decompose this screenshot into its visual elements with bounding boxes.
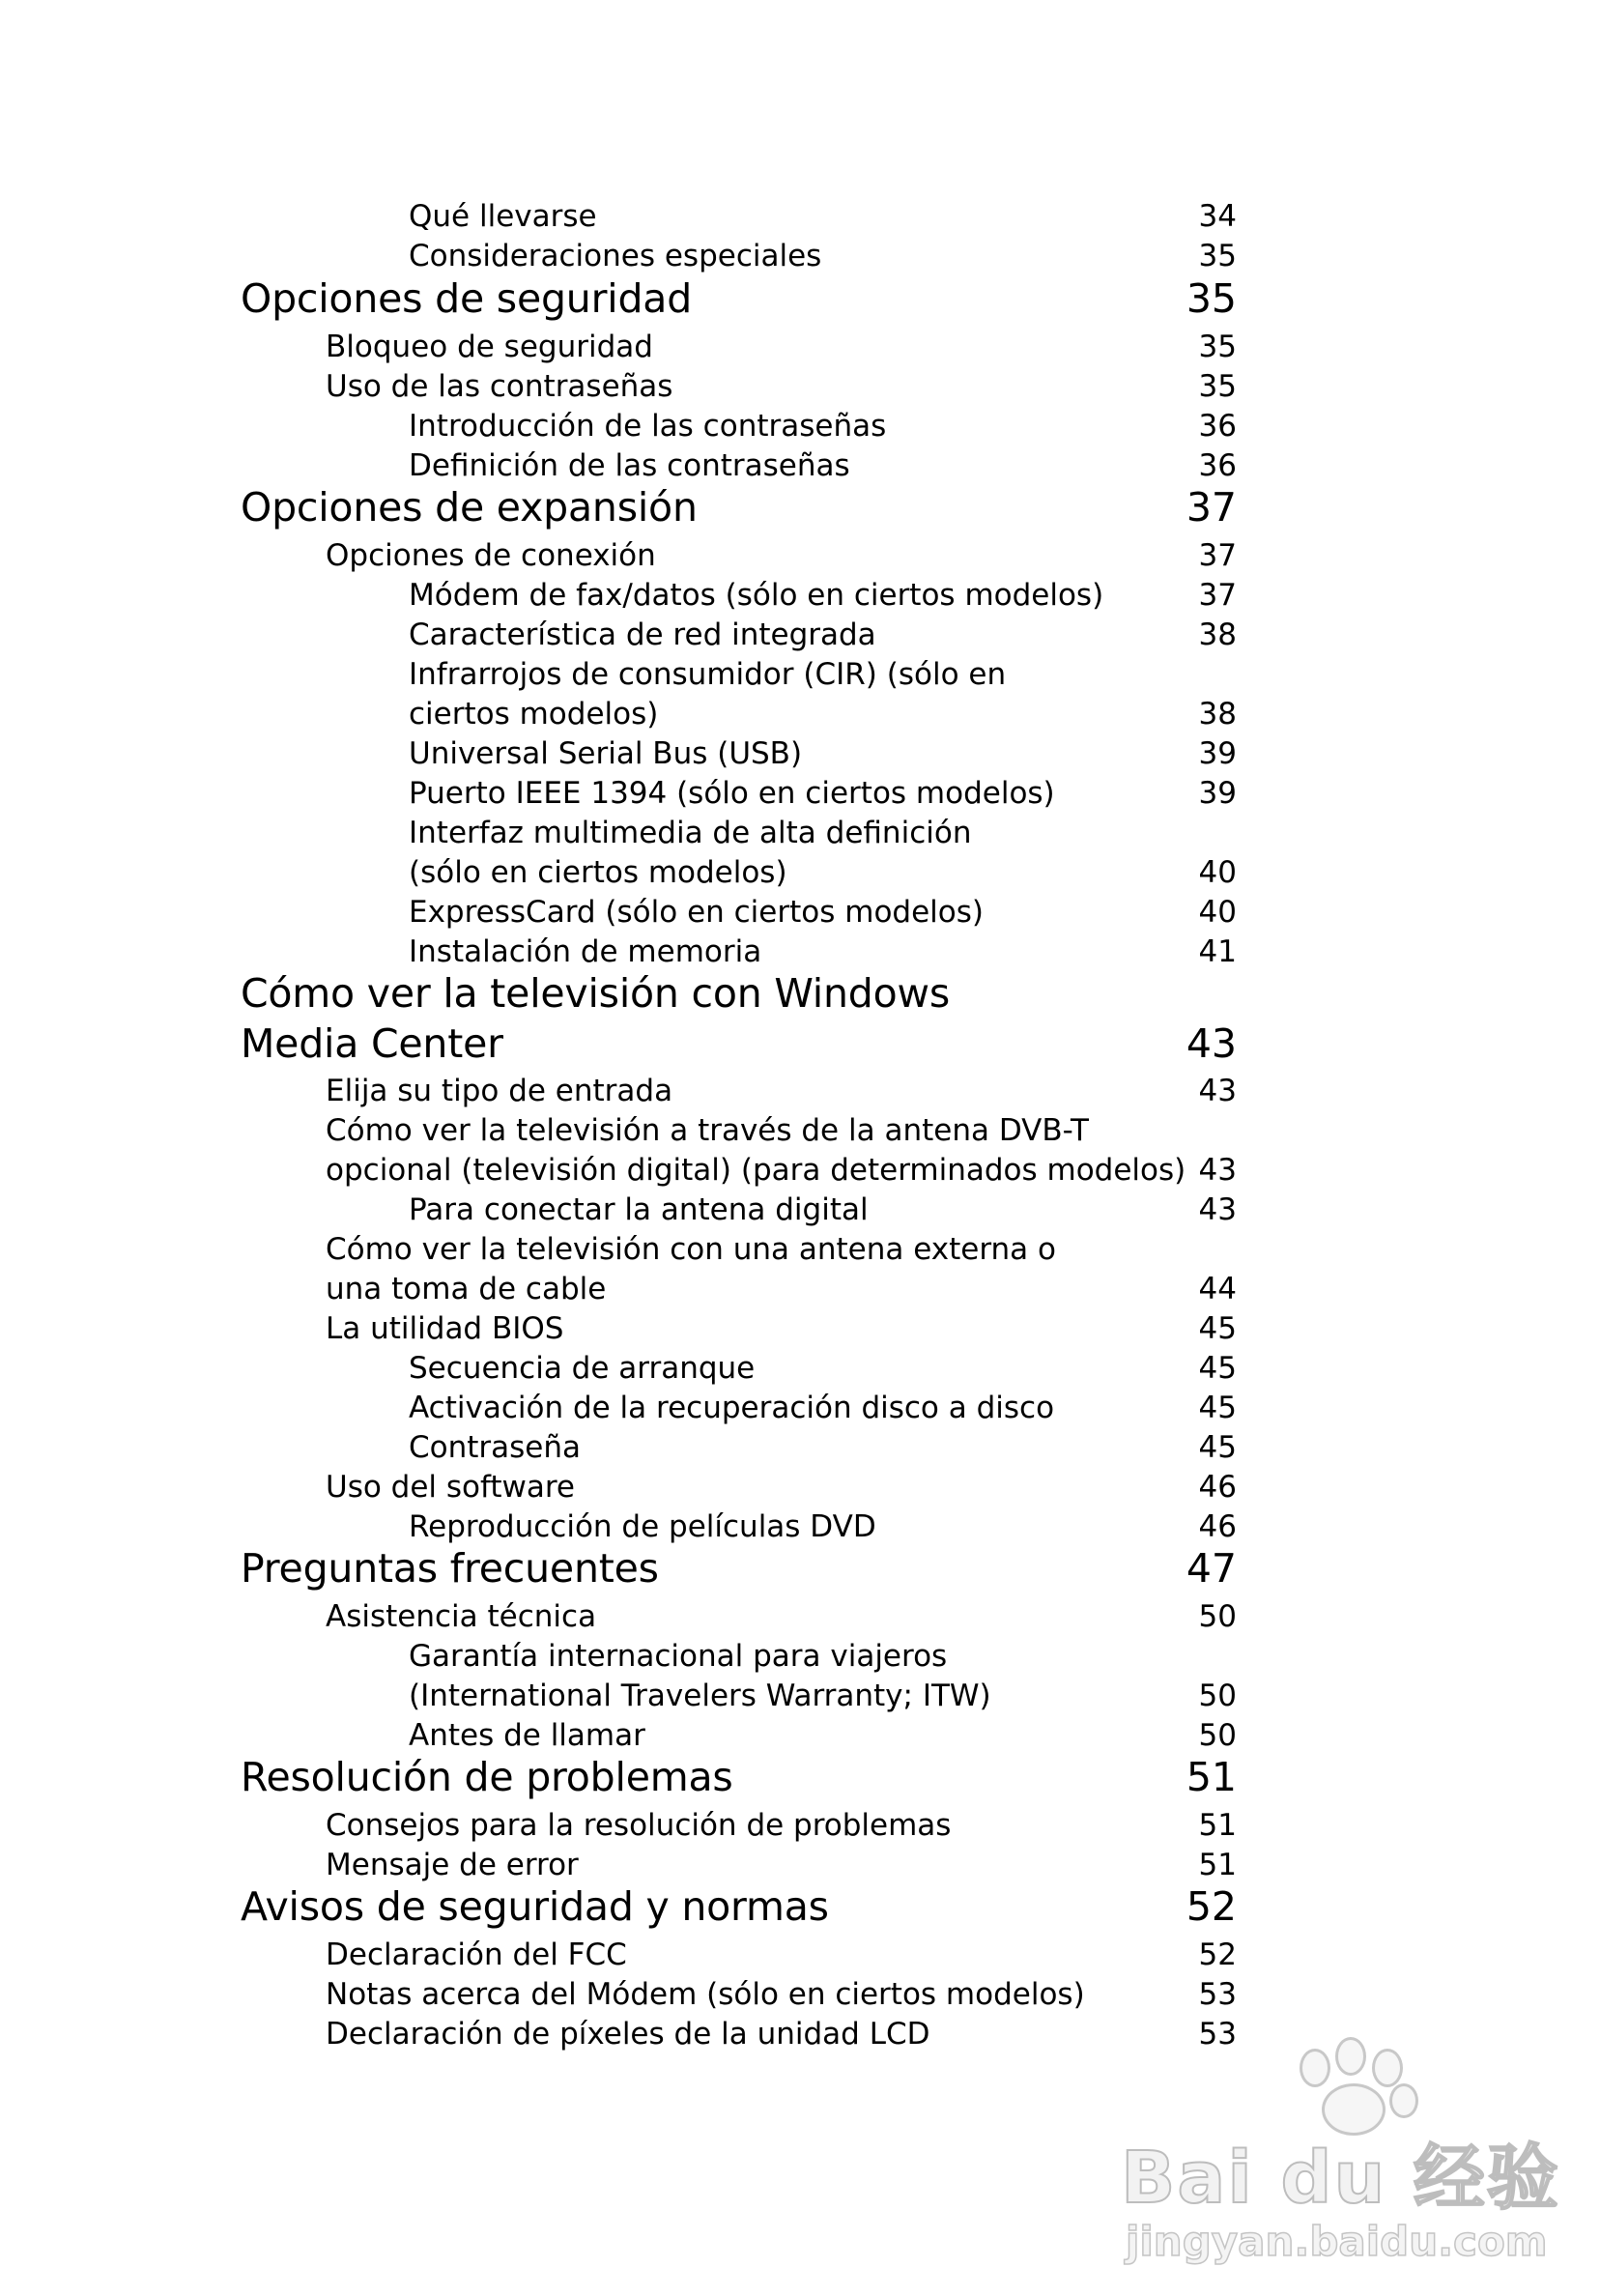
toc-entry-text: ciertos modelos) <box>409 697 659 732</box>
toc-entry-text: Instalación de memoria <box>409 934 762 969</box>
toc-page-number: 39 <box>1198 776 1237 811</box>
toc-entry-text: Elija su tipo de entrada <box>326 1074 673 1108</box>
toc-entry-text: (International Travelers Warranty; ITW) <box>409 1679 991 1713</box>
baidu-jingyan-watermark <box>1101 2029 1560 2290</box>
toc-entry-text: Para conectar la antena digital <box>409 1192 869 1227</box>
toc-page-number: 53 <box>1198 2017 1237 2052</box>
toc-page-number: 40 <box>1198 895 1237 930</box>
toc-entry-text: Interfaz multimedia de alta definición <box>409 816 972 850</box>
toc-entry-text: (sólo en ciertos modelos) <box>409 855 787 890</box>
toc-page-number: 35 <box>1198 239 1237 273</box>
toc-page-number: 51 <box>1186 1754 1237 1800</box>
toc-page-number: 52 <box>1186 1883 1237 1930</box>
toc-page-number: 52 <box>1198 1937 1237 1972</box>
toc-page-number: 34 <box>1198 199 1237 234</box>
toc-entry-text: Avisos de seguridad y normas <box>241 1883 829 1930</box>
toc-entry-text: Introducción de las contraseñas <box>409 409 887 444</box>
toc-page-number: 43 <box>1186 1020 1237 1067</box>
toc-page-number: 51 <box>1198 1808 1237 1843</box>
toc-entry-text: Secuencia de arranque <box>409 1351 756 1386</box>
toc-entry-text: Garantía internacional para viajeros <box>409 1639 948 1674</box>
toc-page-number: 38 <box>1198 697 1237 732</box>
toc-entry-text: Preguntas frecuentes <box>241 1545 659 1592</box>
toc-page-number: 40 <box>1198 855 1237 890</box>
toc-page-number: 46 <box>1198 1509 1237 1544</box>
toc-page-number: 43 <box>1198 1192 1237 1227</box>
toc-page-number: 43 <box>1198 1074 1237 1108</box>
toc-page-number: 36 <box>1198 409 1237 444</box>
toc-page-number: 36 <box>1198 448 1237 483</box>
toc-entry-text: Antes de llamar <box>409 1718 645 1753</box>
toc-page-number: 45 <box>1198 1311 1237 1346</box>
toc-entry-text: una toma de cable <box>326 1272 607 1306</box>
toc-page-number: 51 <box>1198 1848 1237 1882</box>
toc-entry-text: Característica de red integrada <box>409 617 876 652</box>
toc-entry-text: Consejos para la resolución de problemas <box>326 1808 952 1843</box>
toc-page-number: 37 <box>1186 484 1237 531</box>
toc-entry-text: Infrarrojos de consumidor (CIR) (sólo en <box>409 657 1007 692</box>
toc-entry-text: Uso de las contraseñas <box>326 369 673 404</box>
toc-entry-text: Cómo ver la televisión con una antena externa o <box>326 1232 1057 1267</box>
toc-page-number: 38 <box>1198 617 1237 652</box>
toc-page-number: 37 <box>1198 578 1237 613</box>
toc-entry-text: Universal Serial Bus (USB) <box>409 736 803 771</box>
toc-entry-text: Puerto IEEE 1394 (sólo en ciertos modelos) <box>409 776 1055 811</box>
watermark-brand: Bai du 经验 <box>1121 2137 1560 2220</box>
toc-entry-text: Bloqueo de seguridad <box>326 330 653 364</box>
toc-entry-text: Declaración de píxeles de la unidad LCD <box>326 2017 930 2052</box>
toc-entry-text: Opciones de expansión <box>241 484 698 531</box>
toc-entry-text: Cómo ver la televisión con Windows <box>241 970 950 1017</box>
toc-page-number: 35 <box>1186 275 1237 322</box>
toc-entry-text: Cómo ver la televisión a través de la antena DVB-T <box>326 1113 1089 1148</box>
toc-entry-text: Opciones de conexión <box>326 538 656 573</box>
toc-page-number: 45 <box>1198 1351 1237 1386</box>
toc-page-number: 37 <box>1198 538 1237 573</box>
toc-page-number: 35 <box>1198 330 1237 364</box>
toc-entry-text: Activación de la recuperación disco a disco <box>409 1391 1055 1425</box>
toc-page-number: 47 <box>1186 1545 1237 1592</box>
toc-entry-text: Resolución de problemas <box>241 1754 733 1800</box>
toc-entry-text: Contraseña <box>409 1430 582 1465</box>
toc-entry-text: Reproducción de películas DVD <box>409 1509 876 1544</box>
toc-entry-text: Opciones de seguridad <box>241 275 693 322</box>
toc-page-number: 50 <box>1198 1599 1237 1634</box>
toc-page-number: 43 <box>1198 1153 1237 1188</box>
toc-page-number: 39 <box>1198 736 1237 771</box>
toc-entry-text: Mensaje de error <box>326 1848 579 1882</box>
toc-page-number: 50 <box>1198 1718 1237 1753</box>
toc-entry-text: La utilidad BIOS <box>326 1311 564 1346</box>
toc-entry-text: Uso del software <box>326 1470 576 1505</box>
toc-page-number: 46 <box>1198 1470 1237 1505</box>
toc-entry-text: ExpressCard (sólo en ciertos modelos) <box>409 895 984 930</box>
toc-page-number: 41 <box>1198 934 1237 969</box>
toc-entry-text: Definición de las contraseñas <box>409 448 850 483</box>
toc-entry-text: opcional (televisión digital) (para determinados modelos) <box>326 1153 1186 1188</box>
toc-entry-text: Declaración del FCC <box>326 1937 627 1972</box>
toc-page-number: 45 <box>1198 1391 1237 1425</box>
toc-page-number: 53 <box>1198 1977 1237 2012</box>
toc-page-number: 45 <box>1198 1430 1237 1465</box>
toc-entry-text: Asistencia técnica <box>326 1599 597 1634</box>
watermark-url: jingyan.baidu.com <box>1126 2218 1548 2265</box>
toc-entry-text: Notas acerca del Módem (sólo en ciertos modelos) <box>326 1977 1085 2012</box>
toc-entry-text: Media Center <box>241 1020 503 1067</box>
toc-page-number: 50 <box>1198 1679 1237 1713</box>
toc-entry-text: Consideraciones especiales <box>409 239 822 273</box>
toc-entry-text: Módem de fax/datos (sólo en ciertos modelos) <box>409 578 1104 613</box>
toc-entry-text: Qué llevarse <box>409 199 597 234</box>
toc-page-number: 44 <box>1198 1272 1237 1306</box>
toc-page-number: 35 <box>1198 369 1237 404</box>
